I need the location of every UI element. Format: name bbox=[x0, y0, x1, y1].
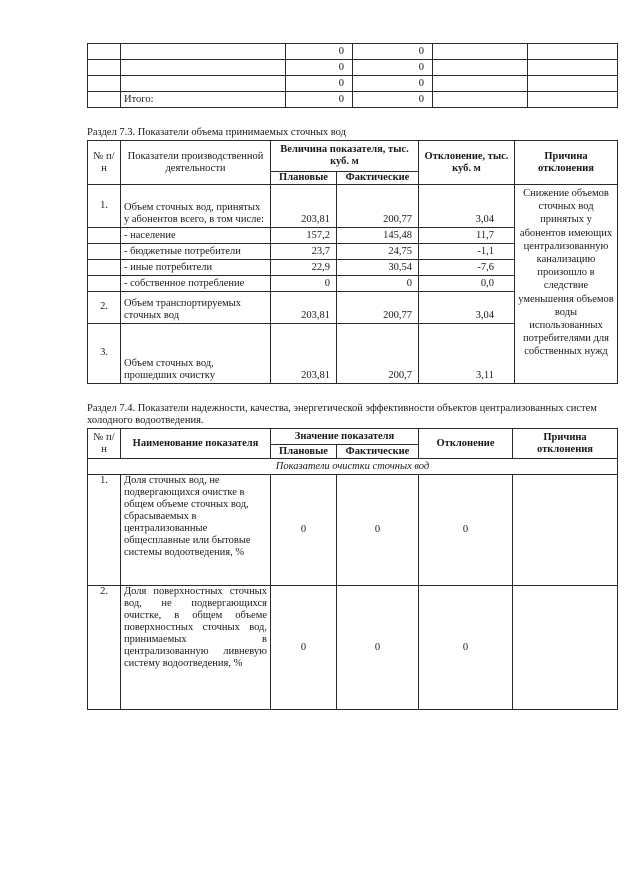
empty-cell bbox=[528, 60, 618, 76]
plan-value: 23,7 bbox=[271, 244, 337, 260]
deviation-value: -7,6 bbox=[419, 260, 515, 276]
table-header-row bbox=[88, 429, 618, 445]
col-header-number: № п/н bbox=[88, 429, 121, 459]
deviation-value: 0,0 bbox=[419, 276, 515, 292]
fact-value: 0 bbox=[353, 92, 433, 108]
deviation-value: 0 bbox=[419, 475, 513, 586]
row-number: 2. bbox=[88, 292, 121, 324]
fact-value: 0 bbox=[337, 586, 419, 710]
fact-value: 30,54 bbox=[337, 260, 419, 276]
fact-value: 200,7 bbox=[337, 324, 419, 384]
col-header-value: Величина показателя, тыс. куб. м bbox=[271, 141, 419, 172]
col-header-deviation: Отклонение bbox=[419, 429, 513, 459]
empty-cell bbox=[528, 44, 618, 60]
fact-value: 0 bbox=[337, 475, 419, 586]
deviation-value: 3,04 bbox=[419, 292, 515, 324]
subsection-title: Показатели очистки сточных вод bbox=[88, 459, 618, 475]
table-row bbox=[88, 185, 618, 228]
plan-value: 203,81 bbox=[271, 324, 337, 384]
deviation-value: 3,04 bbox=[419, 185, 515, 228]
table-row bbox=[88, 60, 618, 76]
section-7-4-caption: Раздел 7.4. Показатели надежности, качества, энергетической эффективности объектов централизованных систем холодного водоотведения. bbox=[87, 403, 597, 426]
plan-value: 22,9 bbox=[271, 260, 337, 276]
fact-value: 145,48 bbox=[337, 228, 419, 244]
col-header-number: № п/н bbox=[88, 141, 121, 185]
deviation-value: 11,7 bbox=[419, 228, 515, 244]
section-7-4-table bbox=[87, 428, 618, 710]
row-name: - иные потребители bbox=[121, 260, 271, 276]
empty-cell bbox=[528, 76, 618, 92]
row-number bbox=[88, 92, 121, 108]
row-number: 3. bbox=[88, 324, 121, 384]
row-number: 2. bbox=[88, 586, 121, 710]
deviation-reason: Снижение объемов сточных вод принятых у абонентов имеющих централизованную канализацию произошло в следствие уменьшения объемов воды использованных потребителями для собственных нужд bbox=[515, 185, 618, 384]
deviation-reason bbox=[513, 586, 618, 710]
col-header-deviation: Отклонение, тыс. куб. м bbox=[419, 141, 515, 185]
row-number bbox=[88, 228, 121, 244]
plan-value: 0 bbox=[286, 60, 353, 76]
row-number bbox=[88, 276, 121, 292]
table-header-row bbox=[88, 141, 618, 172]
fact-value: 0 bbox=[353, 76, 433, 92]
row-number bbox=[88, 60, 121, 76]
row-name: Объем сточных вод, принятых у абонентов всего, в том числе: bbox=[121, 185, 271, 228]
row-number: 1. bbox=[88, 185, 121, 228]
plan-value: 0 bbox=[271, 475, 337, 586]
row-name: Объем сточных вод, прошедших очистку bbox=[121, 324, 271, 384]
fact-value: 24,75 bbox=[337, 244, 419, 260]
plan-value: 0 bbox=[286, 92, 353, 108]
col-header-plan: Плановые bbox=[271, 445, 337, 459]
plan-value: 203,81 bbox=[271, 185, 337, 228]
table-row bbox=[88, 44, 618, 60]
plan-value: 0 bbox=[271, 586, 337, 710]
col-header-fact: Фактические bbox=[337, 172, 419, 185]
fact-value: 200,77 bbox=[337, 185, 419, 228]
row-number bbox=[88, 44, 121, 60]
fact-value: 0 bbox=[337, 276, 419, 292]
col-header-reason: Причина отклонения bbox=[515, 141, 618, 185]
plan-value: 0 bbox=[271, 276, 337, 292]
row-name bbox=[121, 60, 286, 76]
section-7-3-caption: Раздел 7.3. Показатели объема принимаемых сточных вод bbox=[87, 127, 346, 138]
row-name: Объем транспортируемых сточных вод bbox=[121, 292, 271, 324]
table-row bbox=[88, 76, 618, 92]
row-number bbox=[88, 260, 121, 276]
row-number bbox=[88, 76, 121, 92]
table-row bbox=[88, 586, 618, 710]
plan-value: 0 bbox=[286, 44, 353, 60]
col-header-plan: Плановые bbox=[271, 172, 337, 185]
empty-cell bbox=[433, 60, 528, 76]
deviation-value: 3,11 bbox=[419, 324, 515, 384]
fact-value: 0 bbox=[353, 60, 433, 76]
previous-table-fragment bbox=[87, 43, 618, 108]
empty-cell bbox=[433, 92, 528, 108]
subsection-row bbox=[88, 459, 618, 475]
empty-cell bbox=[433, 76, 528, 92]
table-row bbox=[88, 475, 618, 586]
row-name: - население bbox=[121, 228, 271, 244]
deviation-value: -1,1 bbox=[419, 244, 515, 260]
row-name: - собственное потребление bbox=[121, 276, 271, 292]
table-row-total bbox=[88, 92, 618, 108]
fact-value: 200,77 bbox=[337, 292, 419, 324]
col-header-reason: Причина отклонения bbox=[513, 429, 618, 459]
plan-value: 203,81 bbox=[271, 292, 337, 324]
deviation-reason bbox=[513, 475, 618, 586]
row-name: Доля поверхностных сточных вод, не подвергающихся очистке, в общем объеме поверхностных сточных вод, принимаемых в централизованную ливневую систему водоотведения, % bbox=[121, 586, 271, 710]
row-name: Доля сточных вод, не подвергающихся очистке в общем объеме сточных вод, сбрасываемых в централизованные общесплавные или бытовые системы водоотведения, % bbox=[121, 475, 271, 586]
row-name: - бюджетные потребители bbox=[121, 244, 271, 260]
col-header-value: Значение показателя bbox=[271, 429, 419, 445]
plan-value: 0 bbox=[286, 76, 353, 92]
empty-cell bbox=[433, 44, 528, 60]
col-header-fact: Фактические bbox=[337, 445, 419, 459]
section-7-3-table bbox=[87, 140, 618, 384]
fact-value: 0 bbox=[353, 44, 433, 60]
row-name bbox=[121, 76, 286, 92]
row-name bbox=[121, 44, 286, 60]
deviation-value: 0 bbox=[419, 586, 513, 710]
row-number: 1. bbox=[88, 475, 121, 586]
row-number bbox=[88, 244, 121, 260]
empty-cell bbox=[528, 92, 618, 108]
col-header-indicator: Показатели производственной деятельности bbox=[121, 141, 271, 185]
row-name: Итого: bbox=[121, 92, 286, 108]
col-header-name: Наименование показателя bbox=[121, 429, 271, 459]
plan-value: 157,2 bbox=[271, 228, 337, 244]
